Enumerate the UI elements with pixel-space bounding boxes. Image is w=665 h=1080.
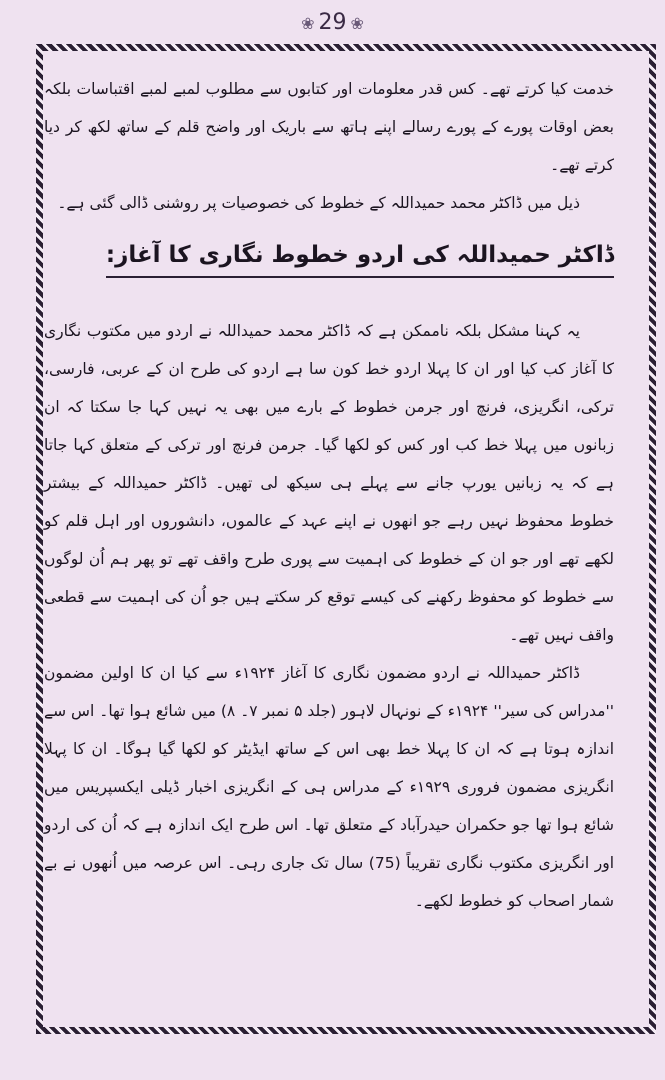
section-heading: ڈاکٹر حمیداللہ کی اردو خطوط نگاری کا آغاز: <box>106 236 614 278</box>
page-number <box>0 10 665 35</box>
paragraph: ذیل میں ڈاکٹر محمد حمیداللہ کے خطوط کی خصوصیات پر روشنی ڈالی گئی ہے۔ <box>57 194 580 212</box>
paragraph: خدمت کیا کرتے تھے۔ کس قدر معلومات اور کتابوں سے مطلوب لمبے لمبے اقتباسات بلکہ بعض اوقات پورے کے پورے رسالے اپنے ہاتھ سے باریک اور واضح قلم کے ساتھ لکھ کر دیا کرتے تھے۔ <box>44 80 614 174</box>
ornament-icon: ❀ <box>350 14 364 33</box>
paragraph: ڈاکٹر حمیداللہ نے اردو مضمون نگاری کا آغاز ۱۹۲۴ء سے کیا ان کا اولین مضمون ''مدراس کی سیر'' ۱۹۲۴ء کے نونہال لاہور (جلد ۵ نمبر ۷۔ ۸) میں شائع ہوا تھا۔ اس سے اندازہ ہوتا ہے کہ ان کا پہلا خط بھی اس کے ساتھ ایڈیٹر کو لکھا گیا ہوگا۔ ان کا پہلا انگریزی مضمون فروری ۱۹۲۹ء کے مدراس ہی کے انگریزی اخبار ڈیلی ایکسپریس میں شائع ہوا تھا جو حکمران حیدرآباد کے متعلق تھا۔ اس طرح ایک اندازہ ہے کہ اُن کی اردو اور انگریزی مکتوب نگاری تقریباً (75) سال تک جاری رہی۔ اس عرصہ میں اُنھوں نے بے شمار اصحاب کو خطوط لکھے۔ <box>44 664 614 910</box>
section-heading-row <box>44 236 614 278</box>
paragraph: یہ کہنا مشکل بلکہ ناممکن ہے کہ ڈاکٹر محمد حمیداللہ نے اردو میں مکتوب نگاری کا آغاز کب کیا اور ان کا پہلا اردو خط کون سا ہے اردو کی طرح ان کے عربی، فارسی، ترکی، انگریزی، فرنچ اور جرمن خطوط کے بارے میں بھی یہ نہیں کہا جا سکتا کہ ان زبانوں میں پہلا خط کب اور کس کو لکھا گیا۔ جرمن فرنچ اور ترکی کے متعلق کہا جاتا ہے کہ یہ زبانیں یورپ جانے سے پہلے ہی سیکھ لی تھیں۔ ڈاکٹر حمیداللہ کے بیشتر خطوط محفوظ نہیں رہے جو انھوں نے اپنے عہد کے عالموں، دانشوروں اور اہل قلم کو لکھے تھے اور جو ان کے خطوط کی اہمیت سے پوری طرح واقف تھے تو پھر ہم اُن لوگوں سے خطوط کو محفوظ رکھنے کی کیسے توقع کر سکتے ہیں جو اُن کی اہمیت سے قطعی واقف نہیں تھے۔ <box>44 322 614 644</box>
ornament-icon: ❀ <box>301 14 315 33</box>
page-number-text: 29 <box>318 10 347 35</box>
page-content <box>44 70 614 920</box>
